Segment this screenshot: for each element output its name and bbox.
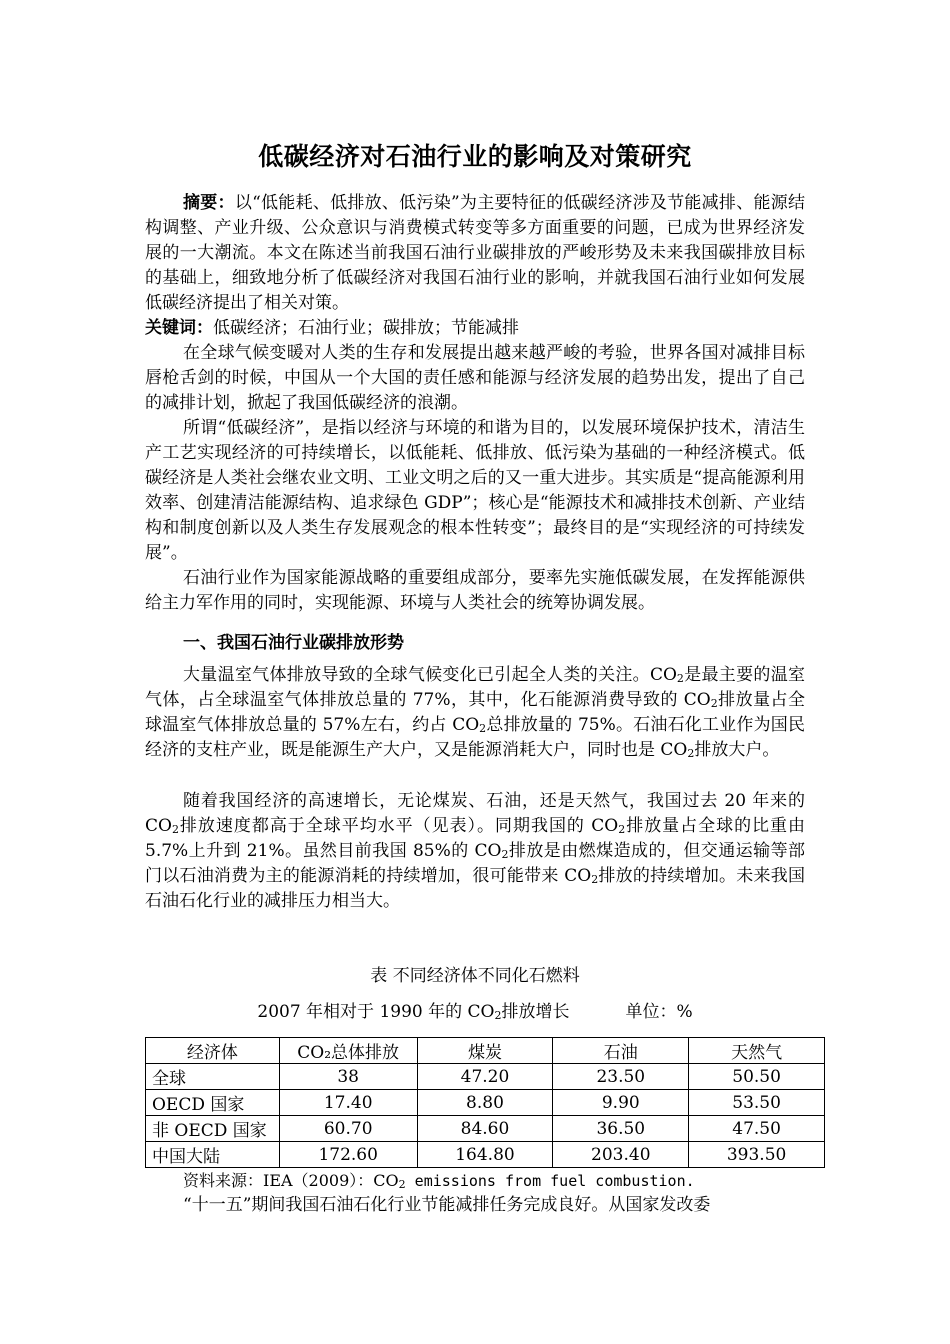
table-header-cell: CO₂总体排放 — [279, 1038, 417, 1064]
table-row — [146, 1116, 825, 1142]
source-text: emissions from fuel combustion. — [405, 1172, 695, 1190]
subscript: 2 — [676, 672, 684, 685]
table-cell: 203.40 — [553, 1142, 689, 1168]
table-row — [146, 1064, 825, 1090]
caption-unit: 单位：% — [625, 1002, 693, 1022]
section-heading: 一、我国石油行业碳排放形势 — [183, 633, 404, 653]
subscript: 2 — [687, 747, 695, 760]
abstract-paragraph — [145, 191, 805, 316]
intro-paragraph-3: 石油行业作为国家能源战略的重要组成部分，要率先实施低碳发展，在发挥能源供给主力军作用的同时，实现能源、环境与人类社会的统筹协调发展。 — [145, 568, 805, 613]
text-run: 排放大户。 — [694, 740, 780, 760]
table-header-cell: 天然气 — [689, 1038, 825, 1064]
caption-text: 2007 年相对于 1990 年的 CO — [257, 1002, 495, 1022]
keywords-text: 低碳经济；石油行业；碳排放；节能减排 — [213, 318, 519, 338]
abstract-text: 以“低能耗、低排放、低污染”为主要特征的低碳经济涉及节能减排、能源结构调整、产业升级、公众意识与消费模式转变等多方面重要的问题，已成为世界经济发展的一大潮流。本文在陈述当前我国石油行业碳排放的严峻形势及未来我国碳排放目标的基础上，细致地分析了低碳经济对我国石油行业的影响，并就我国石油行业如何发展低碳经济提出了相关对策。 — [145, 193, 806, 313]
text-run: 排放的持续增加。未来我国石油石化行业的减排压力相当大。 — [145, 866, 805, 911]
intro-paragraph-1: 在全球气候变暖对人类的生存和发展提出越来越严峻的考验，世界各国对减排目标唇枪舌剑的时候，中国从一个大国的责任感和能源与经济发展的趋势出发，提出了自己的减排计划，掀起了我国低碳经济的浪潮。 — [145, 343, 805, 413]
table-source — [183, 1168, 695, 1191]
table-header-cell: 经济体 — [146, 1038, 280, 1064]
text-run: 排放量占全球的比重由 5.7%上升到 21%。虽然目前我国 85%的 CO — [145, 816, 806, 861]
table-cell: 47.50 — [689, 1116, 825, 1142]
intro-paragraph-2: 所谓“低碳经济”，是指以经济与环境的和谐为目的，以发展环境保护技术，清洁生产工艺实现经济的可持续增长，以低能耗、低排放、低污染为基础的一种经济模式。低碳经济是人类社会继农业文明、工业文明之后的又一重大进步。其实质是“提高能源利用效率、创建清洁能源结构、追求绿色 GDP”；核心是“能源技术和减排技术创新、产业结构和制度创新以及人类生存发展观念的根本性转变”；最终目的是“实现经济的可持续发展”。 — [145, 418, 805, 563]
subscript: 2 — [494, 1009, 502, 1022]
table-cell: 中国大陆 — [146, 1142, 280, 1168]
table-cell: 38 — [279, 1064, 417, 1090]
keywords-line — [145, 316, 805, 341]
document-title: 低碳经济对石油行业的影响及对策研究 — [258, 142, 692, 171]
text-run: 随着我国经济的高速增长，无论煤炭、石油，还是天然气，我国过去 20 年来的 CO — [145, 791, 805, 836]
table-cell: 47.20 — [417, 1064, 553, 1090]
closing-paragraph: “十一五”期间我国石油石化行业节能减排任务完成良好。从国家发改委 — [183, 1195, 711, 1215]
subscript: 2 — [591, 873, 599, 886]
subscript: 2 — [501, 848, 509, 861]
subscript: 2 — [479, 722, 487, 735]
subscript: 2 — [398, 1178, 406, 1191]
section-paragraph-1 — [145, 663, 805, 763]
table-cell: 164.80 — [417, 1142, 553, 1168]
table-cell: 36.50 — [553, 1116, 689, 1142]
source-text: 资料来源：IEA（2009）：CO — [183, 1171, 399, 1190]
text-run: 排放是由燃煤造成的，但交通运输等部门以石油消费为主的能源消耗的持续增加，很可能带来 CO — [145, 841, 806, 886]
table-cell: 9.90 — [553, 1090, 689, 1116]
table-row — [146, 1142, 825, 1168]
table-cell: 84.60 — [417, 1116, 553, 1142]
section-paragraph-2 — [145, 789, 805, 914]
subscript: 2 — [618, 823, 626, 836]
table-cell: 60.70 — [279, 1116, 417, 1142]
text-run: 排放速度都高于全球平均水平（见表）。同期我国的 CO — [178, 816, 619, 836]
table-cell: 393.50 — [689, 1142, 825, 1168]
table-header-cell: 石油 — [553, 1038, 689, 1064]
keywords-label: 关键词： — [145, 318, 213, 338]
caption-text: 排放增长 — [501, 1002, 570, 1022]
text-run: 是最主要的温室气体，占全球温室气体排放总量的 77%，其中，化石能源消费导致的 CO — [145, 665, 805, 710]
table-cell: 8.80 — [417, 1090, 553, 1116]
table-cell: 53.50 — [689, 1090, 825, 1116]
table-cell: 全球 — [146, 1064, 280, 1090]
emissions-table — [145, 1037, 825, 1168]
table-cell: OECD 国家 — [146, 1090, 280, 1116]
table-cell: 50.50 — [689, 1064, 825, 1090]
table-header-cell: 煤炭 — [417, 1038, 553, 1064]
abstract-label: 摘要： — [183, 193, 235, 213]
table-header-row — [146, 1038, 825, 1064]
table-caption-subtitle — [145, 1000, 805, 1025]
table-caption-title: 表 不同经济体不同化石燃料 — [370, 966, 580, 986]
text-run: 大量温室气体排放导致的全球气候变化已引起全人类的关注。CO — [183, 665, 677, 685]
table-cell: 23.50 — [553, 1064, 689, 1090]
table-cell: 非 OECD 国家 — [146, 1116, 280, 1142]
table-cell: 172.60 — [279, 1142, 417, 1168]
subscript: 2 — [171, 823, 179, 836]
subscript: 2 — [710, 697, 718, 710]
text-run: 总排放量的 75%。石油石化工业作为国民经济的支柱产业，既是能源生产大户，又是能源消耗大户，同时也是 CO — [145, 715, 805, 760]
table-cell: 17.40 — [279, 1090, 417, 1116]
table-row — [146, 1090, 825, 1116]
text-run: 排放量占全球温室气体排放总量的 57%左右，约占 CO — [145, 690, 806, 735]
